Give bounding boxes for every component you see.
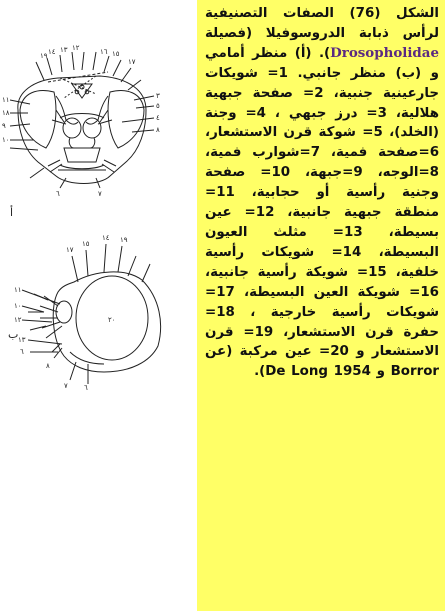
svg-text:١١: ١١ [2,96,10,104]
svg-text:١٥: ١٥ [82,240,90,248]
svg-text:٩: ٩ [2,122,6,130]
side-view-label: ب [8,328,19,341]
svg-text:١١: ١١ [14,286,22,294]
caption-text-part2: ). (أ) منظر أمامي و (ب) منظر جانبي. 1= شويكات جارعينية جنبية، 2= صفحة جبهية هلالية، 3= درز جبهي ، 4= وجنة (الخلد)، 5= شوكة قرن الاستشعار، 6=صفحة فمية، 7=شوارب فمية، 8=الوجه، 9=جبهة، 10= صفحة وجنية رأسية أو حجابية، 11= منطقة جبهية جانبية، 12= عين بسيطة، 13= مثلث العيون البسيطة، 14= شويكات رأسية خلفية، 15= شويكة رأسية جانبية، 16= شويكة العين البسيطة، 17= شويكات رأسية خارجية ، 18= حفرة قرن الاستشعار، 19= قرن الاستشعار و 20= عين مركبة (عن Borror و De Long 1954). [205,45,440,380]
svg-text:١٢: ١٢ [14,316,22,324]
svg-text:٧: ٧ [64,382,68,390]
front-view-number-labels [2,44,160,198]
svg-text:١٨: ١٨ [2,109,10,117]
svg-text:٧: ٧ [98,190,102,198]
side-view-number-labels [14,234,128,392]
side-view-drawing [22,244,161,384]
svg-text:٣: ٣ [156,92,160,100]
caption-text-part1: الشكل (76) الصفات التصنيفية لرأس ذبابة الدروسوفيلا (فصيلة [205,6,439,41]
svg-text:٨: ٨ [46,362,50,370]
svg-text:١٣: ١٣ [60,46,68,54]
svg-text:١٧: ١٧ [66,246,74,254]
svg-text:١٤: ١٤ [102,234,110,242]
svg-text:١٠: ١٠ [14,302,22,310]
svg-text:١٢: ١٢ [72,44,80,52]
svg-text:١٩: ١٩ [40,52,48,60]
svg-text:٤: ٤ [156,114,160,122]
family-latin-name: Drosopholidae [330,44,439,61]
svg-text:١٧: ١٧ [128,58,136,66]
figure-panel [0,0,197,611]
svg-text:٥: ٥ [156,102,160,110]
svg-text:١٥: ١٥ [112,50,120,58]
svg-text:٨: ٨ [156,126,160,134]
figure-caption [205,4,439,382]
drosophila-head-illustration [0,0,197,611]
svg-text:١٩: ١٩ [120,236,128,244]
svg-text:١٤: ١٤ [48,48,56,56]
svg-text:١٣: ١٣ [18,336,26,344]
svg-text:٢٠: ٢٠ [108,316,116,324]
svg-text:١٦: ١٦ [100,48,108,56]
svg-text:١٠: ١٠ [2,136,10,144]
svg-text:٦: ٦ [84,384,88,392]
front-view-drawing [10,52,154,188]
front-view-label: أ [10,206,14,219]
caption-panel [197,0,445,611]
svg-text:٦: ٦ [20,348,24,356]
svg-text:٦: ٦ [56,190,60,198]
